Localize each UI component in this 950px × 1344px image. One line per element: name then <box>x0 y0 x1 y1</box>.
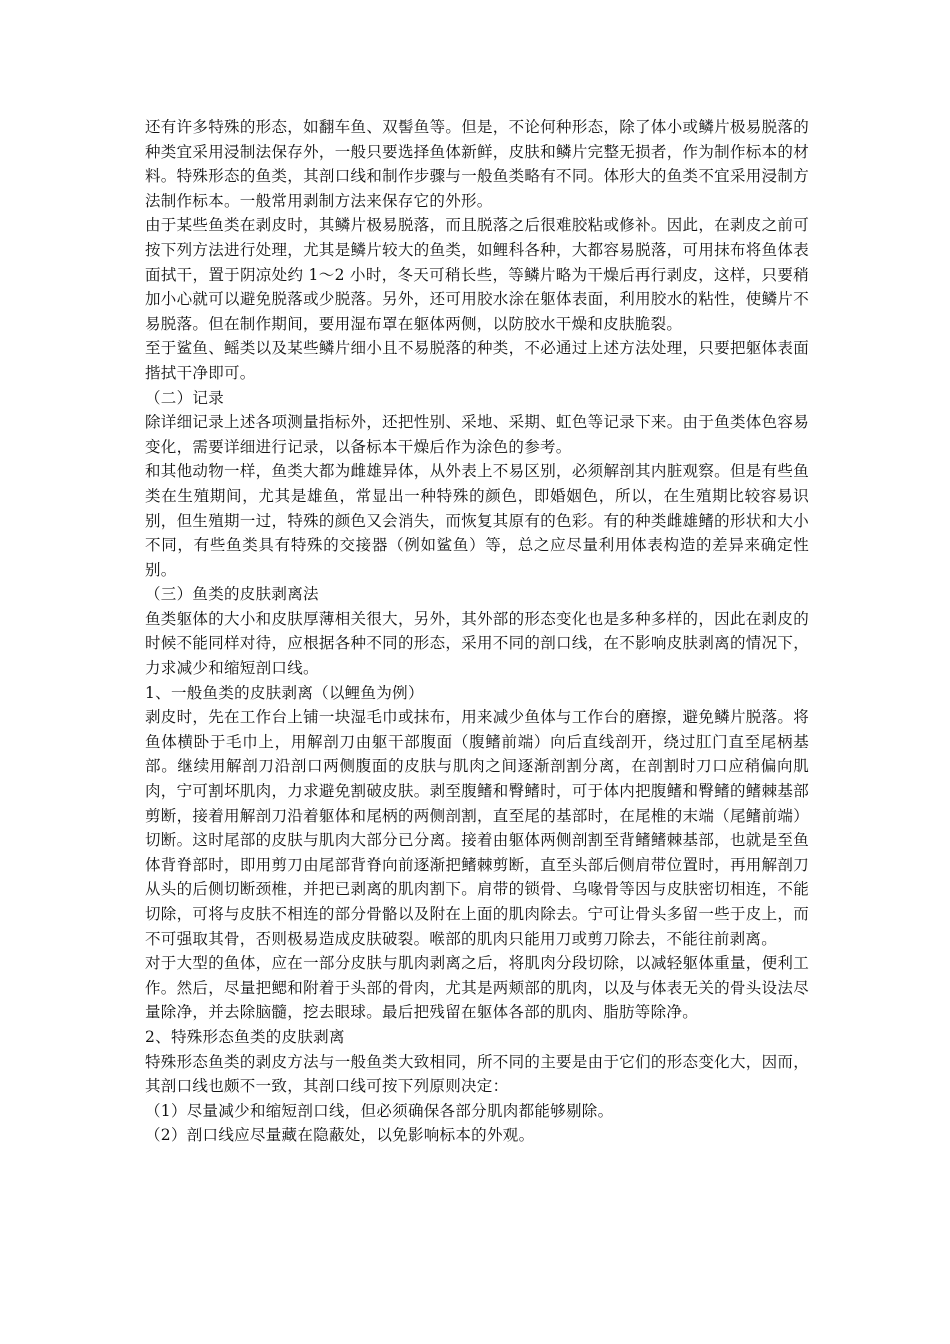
subheading-special-fish: 2、特殊形态鱼类的皮肤剥离 <box>145 1027 345 1046</box>
subheading-general-fish: 1、一般鱼类的皮肤剥离（以鲤鱼为例） <box>145 683 424 702</box>
paragraph-incision-lines: 鱼类躯体的大小和皮肤厚薄相关很大，另外，其外部的形态变化也是多种多样的，因此在剥皮的时候不能同样对待，应根据各种不同的形态，采用不同的剖口线，在不影响皮肤剥离的情况下，力求减少和缩短剖口线。 <box>145 609 809 678</box>
document-body <box>145 115 809 1148</box>
paragraph-special-forms: 还有许多特殊的形态，如翻车鱼、双髻鱼等。但是，不论何种形态，除了体小或鳞片极易脱落的种类宜采用浸制法保存外，一般只要选择鱼体新鲜，皮肤和鳞片完整无损者，作为制作标本的材料。特殊形态的鱼类，其剖口线和制作步骤与一般鱼类略有不同。体形大的鱼类不宜采用浸制方法制作标本。一般常用剥制方法来保存它的外形。 <box>145 118 809 210</box>
paragraph-sex-identification: 和其他动物一样，鱼类大都为雌雄异体，从外表上不易区别，必须解剖其内脏观察。但是有些鱼类在生殖期间，尤其是雄鱼，常显出一种特殊的颜色，即婚姻色，所以，在生殖期比较容易识别，但生殖期一过，特殊的颜色又会消失，而恢复其原有的色彩。有的种类雌雄鳍的形状和大小不同，有些鱼类具有特殊的交接器（例如鲨鱼）等，总之应尽量利用体表构造的差异来确定性别。 <box>145 462 809 579</box>
paragraph-scale-treatment: 由于某些鱼类在剥皮时，其鳞片极易脱落，而且脱落之后很难胶粘或修补。因此，在剥皮之前可按下列方法进行处理，尤其是鳞片较大的鱼类，如鲤科各种，大都容易脱落，可用抹布将鱼体表面拭干，置于阴凉处约 1～2 小时，冬天可稍长些，等鳞片略为干燥后再行剥皮，这样，只要稍加小心就可以避免脱落或少脱落。另外，还可用胶水涂在躯体表面，利用胶水的粘性，使鳞片不易脱落。但在制作期间，要用湿布罩在躯体两侧，以防胶水干燥和皮肤脆裂。 <box>145 216 809 333</box>
paragraph-special-method: 特殊形态鱼类的剥皮方法与一般鱼类大致相同，所不同的主要是由于它们的形态变化大，因而，其剖口线也颇不一致，其剖口线可按下列原则决定： <box>145 1052 809 1096</box>
list-item-principle-1: （1）尽量减少和缩短剖口线，但必须确保各部分肌肉都能够剔除。 <box>145 1101 614 1120</box>
paragraph-skinning-procedure: 剥皮时，先在工作台上铺一块湿毛巾或抹布，用来减少鱼体与工作台的磨擦，避免鳞片脱落。将鱼体横卧于毛巾上，用解剖刀由躯干部腹面（腹鳍前端）向后直线剖开，绕过肛门直至尾柄基部。继续用解剖刀沿剖口两侧腹面的皮肤与肌肉之间逐渐剖割分离，在剖割时刀口应稍偏向肌肉，宁可割坏肌肉，力求避免割破皮肤。剥至腹鳍和臀鳍时，可于体内把腹鳍和臀鳍的鳍棘基部剪断，接着用解剖刀沿着躯体和尾柄的两侧剖割，直至尾的基部时，在尾椎的末端（尾鳍前端）切断。这时尾部的皮肤与肌肉大部分已分离。接着由躯体两侧剖割至背鳍鳍棘基部，也就是至鱼体背脊部时，即用剪刀由尾部背脊向前逐渐把鳍棘剪断，直至头部后侧肩带位置时，再用解剖刀从头的后侧切断颈椎，并把已剥离的肌肉割下。肩带的锁骨、乌喙骨等因与皮肤密切相连，不能切除，可将与皮肤不相连的部分骨骼以及附在上面的肌肉除去。宁可让骨头多留一些于皮上，而不可强取其骨，否则极易造成皮肤破裂。喉部的肌肉只能用刀或剪刀除去，不能往前剥离。 <box>145 708 809 948</box>
section-heading-skin-removal: （三）鱼类的皮肤剥离法 <box>145 585 319 604</box>
paragraph-shark-ray: 至于鲨鱼、鳐类以及某些鳞片细小且不易脱落的种类，不必通过上述方法处理，只要把躯体表面揩拭干净即可。 <box>145 339 809 382</box>
paragraph-record-details: 除详细记录上述各项测量指标外，还把性别、采地、采期、虹色等记录下来。由于鱼类体色容易变化，需要详细进行记录，以备标本干燥后作为涂色的参考。 <box>145 413 809 456</box>
paragraph-large-fish: 对于大型的鱼体，应在一部分皮肤与肌肉剥离之后，将肌肉分段切除，以减轻躯体重量，便利工作。然后，尽量把鳃和附着于头部的骨肉，尤其是两颊部的肌肉，以及与体表无关的骨头设法尽量除净，并去除脑髓，挖去眼球。最后把残留在躯体各部的肌肉、脂肪等除净。 <box>145 954 809 1022</box>
section-heading-record: （二）记录 <box>145 388 225 407</box>
list-item-principle-2: （2）剖口线应尽量藏在隐蔽处，以免影响标本的外观。 <box>145 1126 535 1145</box>
